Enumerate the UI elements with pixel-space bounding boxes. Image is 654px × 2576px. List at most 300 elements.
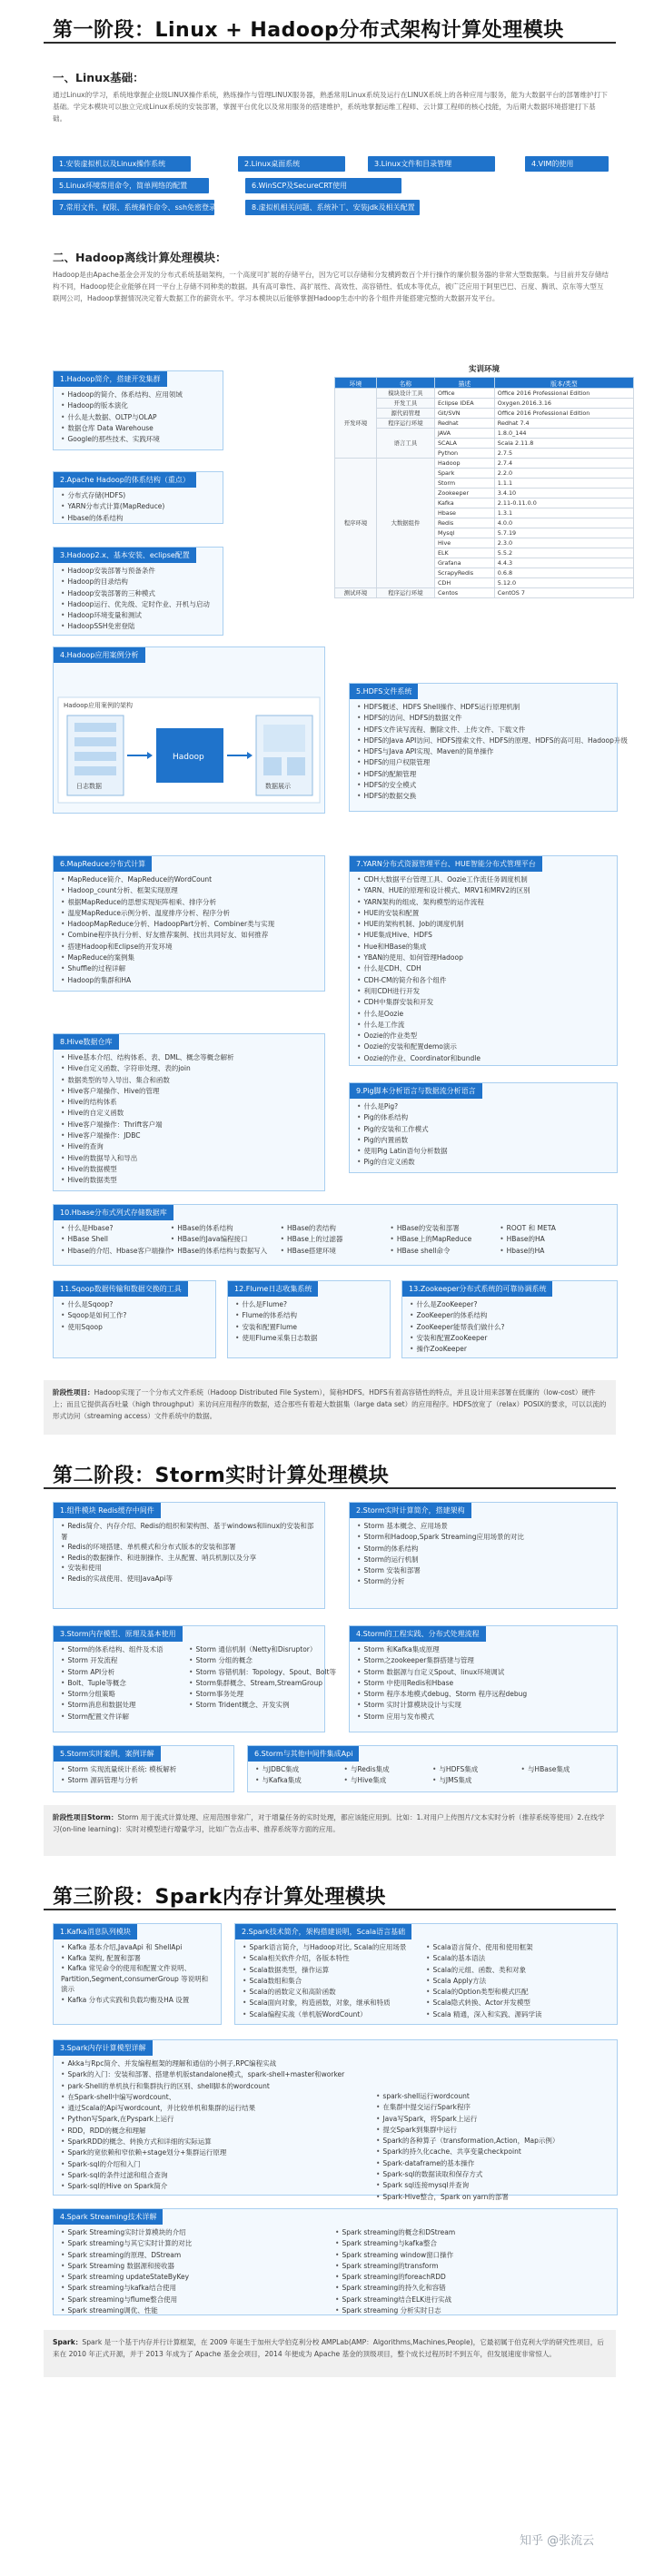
module-item: • Storm Trident概念、开发实例 xyxy=(189,1700,317,1711)
module-item: • Scala的元组、函数、类和对象 xyxy=(426,1965,609,1976)
module-item: • Pig的自定义函数 xyxy=(357,1157,609,1168)
module-item: • Spark streaming的foreachRDD xyxy=(335,2272,609,2283)
module-item: • Hive的结构体系 xyxy=(61,1097,317,1108)
module-storm-engineering-title[interactable]: 4.Storm的工程实践、分布式处理流程 xyxy=(350,1626,486,1642)
module-item: • 什么是ZooKeeper? xyxy=(410,1299,609,1310)
env-table-row xyxy=(335,389,634,399)
module-item: • Spark streaming与kafka结合使用 xyxy=(61,2283,335,2294)
env-table-cell: Zookeeper xyxy=(434,489,494,498)
module-item: • Akka与Rpc简介、并发编程框架的理解和通信的小例子,RPC编程实战 xyxy=(61,2058,376,2069)
module-item: • Storm集群概念、Stream,StreamGroup xyxy=(189,1678,317,1689)
env-table-cell: Kafka xyxy=(434,498,494,508)
module-item: • Scala相关软件介绍，各版本特性 xyxy=(243,1953,426,1964)
env-table-cell: Mysql xyxy=(434,528,494,538)
module-mapreduce-title[interactable]: 6.MapReduce分布式计算 xyxy=(54,856,152,872)
env-table-cell: Grafana xyxy=(434,558,494,568)
module-item: • HDFS的数据交换 xyxy=(357,791,609,802)
module-item: • Hive的查询 xyxy=(61,1141,317,1152)
module-item: • Hadoop环境变量和测试 xyxy=(61,610,215,621)
module-item: • Spark的各种算子（transformation,Action，Map示例） xyxy=(376,2136,609,2147)
env-table-cell: Spark xyxy=(434,469,494,479)
module-item: • YARN架构的组成、架构模型的运作流程 xyxy=(357,897,609,908)
env-table-cell: Python xyxy=(434,449,494,459)
module-item: • 数据仓库 Data Warehouse xyxy=(61,423,215,434)
module-item: • Kafka 基本介绍,JavaApi 和 ShellApi xyxy=(61,1942,213,1953)
module-item: • Scala数组和集合 xyxy=(243,1976,426,1987)
module-item: • Spark Streaming 数据源和接收器 xyxy=(61,2261,335,2272)
stage3-title: 第三阶段：Spark内存计算处理模块 xyxy=(53,1886,386,1909)
module-item-list xyxy=(350,702,628,803)
env-table-cell: Oxygen.2016.3.16 xyxy=(494,399,633,409)
env-table-cell: 源代码管理 xyxy=(376,409,434,419)
module-item: • Storm 中使用Redis和Hbase xyxy=(357,1678,609,1689)
module-item: • 安装和配置Flume xyxy=(235,1322,382,1333)
env-table-cell: Hadoop xyxy=(434,459,494,469)
module-item: • park-Shell的单机执行和集群执行的区别、shell脚本的wordcount xyxy=(61,2081,376,2092)
module-item: • Redis的环境搭建、单机模式和分布式版本的安装和部署 xyxy=(61,1542,317,1553)
diagram-center-label: Hadoop xyxy=(173,753,204,762)
module-item: • Storm的运行机制 xyxy=(357,1554,609,1565)
module-item-list xyxy=(61,1644,189,1722)
module-zookeeper xyxy=(401,1280,618,1358)
module-item: • Spark streaming的原理、DStream xyxy=(61,2250,335,2261)
env-table-cell: Office 2016 Professional Edition xyxy=(494,409,633,419)
module-item: • Storm 源码管理与分析 xyxy=(61,1775,226,1786)
module-item-list xyxy=(350,1521,617,1588)
module-item: • Spark的入门：安装和部署、搭建单机版standalone模式，spark-shell+master和worker xyxy=(61,2069,376,2080)
env-table-cell: 开发环境 xyxy=(335,389,377,459)
module-yarn-hue xyxy=(349,855,618,1066)
module-item: • HBase shell命令 xyxy=(390,1246,500,1257)
module-item-list xyxy=(54,1521,324,1584)
module-item-list xyxy=(350,1644,617,1722)
module-spark-memory xyxy=(53,2039,618,2201)
module-item: • Storm的分析 xyxy=(357,1576,609,1587)
module-item: • Spark streaming调优、性能 xyxy=(61,2305,335,2316)
module-item: • Redis的数据操作、和进制操作、主从配置、哨兵机制以及分享 xyxy=(61,1553,317,1564)
env-table-cell: Redhat xyxy=(434,419,494,429)
module-sqoop-title[interactable]: 11.Sqoop数据传输和数据交换的工具 xyxy=(54,1281,188,1297)
module-spark-memory-columns xyxy=(54,2058,617,2203)
module-item: • Hadoop的简介、体系结构、应用领域 xyxy=(61,390,215,400)
module-storm-engineering xyxy=(349,1625,618,1732)
env-table-cell: CentOS 7 xyxy=(494,588,633,598)
module-item: • 与Redis集成 xyxy=(344,1764,433,1775)
linux-button-3[interactable]: 3.Linux文件和目录管理 xyxy=(368,156,495,172)
module-spark-streaming-title[interactable]: 4.Spark Streaming技术详解 xyxy=(54,2209,163,2225)
module-item: • Storm 分组的概念 xyxy=(189,1655,317,1666)
module-item-list xyxy=(350,1101,617,1169)
module-item: • Scala数据类型，操作运算 xyxy=(243,1965,426,1976)
module-item: • Hive的数据类型 xyxy=(61,1175,317,1186)
module-item: • YARN分布式计算(MapReduce) xyxy=(61,501,215,512)
module-item: • Spark streaming的transform xyxy=(335,2261,609,2272)
module-item: • HBase Shell xyxy=(61,1234,171,1245)
module-storm-case-title[interactable]: 5.Storm实时案例，案例详解 xyxy=(54,1746,161,1762)
module-item: • Kafka 常见命令的使用和配置文件说明、Partition,Segment,consumerGroup 等说明和演示 xyxy=(61,1963,213,1995)
module-item: • HDFS的配额管理 xyxy=(357,769,609,780)
module-item: • CDH-CM的简介和各个组件 xyxy=(357,975,609,986)
module-item: • HBase的HA xyxy=(500,1234,609,1245)
module-item: • Hive客户端操作：Thrift客户端 xyxy=(61,1120,317,1130)
module-item-list xyxy=(61,2227,335,2316)
module-item: • Spark streaming window窗口操作 xyxy=(335,2250,609,2261)
stage2-title: 第二阶段：Storm实时计算处理模块 xyxy=(53,1465,390,1487)
module-item: • 与JMS集成 xyxy=(432,1775,521,1786)
linux-button-1[interactable]: 1.安装虚拟机以及Linux操作系统 xyxy=(53,156,191,172)
module-item: • Hbase的HA xyxy=(500,1246,609,1257)
module-item: • Kafka 架构, 配置和部署 xyxy=(61,1953,213,1964)
env-table-header: 名称 xyxy=(376,378,434,389)
module-item: • Spark-dataframe的基本操作 xyxy=(376,2158,609,2169)
module-item: • 提交Spark到集群中运行 xyxy=(376,2125,609,2136)
env-table-cell: 2.2.0 xyxy=(494,469,633,479)
env-table-cell: SCALA xyxy=(434,439,494,449)
module-item: • 什么是Hbase? xyxy=(61,1223,171,1234)
module-item: • Spark streaming与其它实时计算的对比 xyxy=(61,2238,335,2249)
module-item: • Spark streaming的概念和DStream xyxy=(335,2227,609,2238)
module-item: • Shuffle的过程详解 xyxy=(61,963,317,974)
module-item: • Spark语言简介，与Hadoop对比, Scala的应用场景 xyxy=(243,1942,426,1953)
env-table-header-row xyxy=(335,378,634,389)
module-item: • 数据类型的导入导出、集合和函数 xyxy=(61,1075,317,1086)
module-item: • Hadoop的版本演化 xyxy=(61,400,215,411)
module-item: • 什么是Sqoop? xyxy=(61,1299,208,1310)
stage2-summary xyxy=(44,1805,616,1856)
module-item: • Hue和HBase的集成 xyxy=(357,942,609,952)
module-item: • Storm 实现流量统计系统: 模板解析 xyxy=(61,1764,226,1775)
module-hive-title[interactable]: 8.Hive数据仓库 xyxy=(54,1034,119,1050)
module-item-list xyxy=(189,1644,337,1722)
module-storm-memory-model-columns xyxy=(54,1644,337,1722)
module-redis-title[interactable]: 1.组件模块 Redis缓存中间件 xyxy=(54,1503,161,1518)
module-item: • Spark-sql的介绍和入门 xyxy=(61,2159,376,2170)
module-hadoop-architecture xyxy=(53,471,223,524)
module-item: • Storm 基本概念、应用场景 xyxy=(357,1521,609,1532)
module-item: • Storm 程序本地模式debug、Storm 程序远程debug xyxy=(357,1689,609,1700)
module-item: • 操作ZooKeeper xyxy=(410,1344,609,1355)
module-item: • 温度MapReduce示例分析、温度排序分析、程序分析 xyxy=(61,908,317,919)
env-table-cell: 5.12.0 xyxy=(494,578,633,588)
module-item: • Pig的体系结构 xyxy=(357,1112,609,1123)
diagram-caption: Hadoop应用案例的架构 xyxy=(64,702,134,709)
module-item: • 使用Sqoop xyxy=(61,1322,208,1333)
module-item: • Sqoop是如何工作? xyxy=(61,1310,208,1321)
module-item: • HUE集成Hive、HDFS xyxy=(357,930,609,941)
module-item: • Storm 实时计算模块设计与实现 xyxy=(357,1700,609,1711)
module-item: • CDH中集群安装和开发 xyxy=(357,997,609,1008)
module-item: • Oozie的作业类型 xyxy=(357,1031,609,1041)
module-item: • Spark-sql的数据读取和保存方式 xyxy=(376,2169,609,2180)
env-table-cell: 程序运行环境 xyxy=(376,588,434,598)
module-item-list xyxy=(171,1223,281,1257)
env-table-cell: 程序环境 xyxy=(335,459,377,588)
module-item-list xyxy=(61,1223,171,1257)
module-hadoop-intro xyxy=(53,370,223,450)
module-yarn-hue-title[interactable]: 7.YARN分布式资源管理平台、HUE智能分布式管理平台 xyxy=(350,856,542,872)
env-table-cell: ELK xyxy=(434,548,494,558)
env-table-cell: Scala 2.11.8 xyxy=(494,439,633,449)
module-item: • Storm 安装和部署 xyxy=(357,1565,609,1576)
module-item: • 与JDBC集成 xyxy=(255,1764,344,1775)
module-item: • Spark Streaming实时计算模块的介绍 xyxy=(61,2227,335,2238)
linux-button-5[interactable]: 5.Linux环境常用命令，简单网络的配置 xyxy=(53,178,209,193)
module-item: • Hadoop的集群和HA xyxy=(61,975,317,986)
module-item: • Spark-sql的条件过滤和组合查询 xyxy=(61,2170,376,2181)
module-item: • Hive的数据导入和导出 xyxy=(61,1153,317,1164)
env-table-cell: Centos xyxy=(434,588,494,598)
module-item: • Combine程序执行分析、好友推荐案例、找出共同好友、如何推荐 xyxy=(61,930,317,941)
module-hadoop-install-title[interactable]: 3.Hadoop2.x、基本安装、eclipse配置 xyxy=(54,548,196,563)
module-spark-streaming xyxy=(53,2208,618,2315)
linux-button-2[interactable]: 2.Linux桌面系统 xyxy=(238,156,345,172)
module-item: • ZooKeeper能帮我们做什么? xyxy=(410,1322,609,1333)
diagram-right-label: 数据展示 xyxy=(265,783,291,790)
module-spark-scala xyxy=(234,1923,618,2025)
env-table-row xyxy=(335,459,634,469)
module-item: • Spark streaming 分析实时日志 xyxy=(335,2305,609,2316)
module-item: • YBAN的使用、如何管理Hadoop xyxy=(357,952,609,963)
module-item: • Storm之zookeeper集群搭建与管理 xyxy=(357,1655,609,1666)
linux-heading: 一、Linux基础： xyxy=(53,71,144,84)
module-item-list xyxy=(390,1223,500,1257)
module-storm-integration-grid xyxy=(248,1764,617,1787)
env-table-cell: 3.4.10 xyxy=(494,489,633,498)
module-item-list xyxy=(61,2058,376,2203)
env-table-cell: 2.7.5 xyxy=(494,449,633,459)
module-flume xyxy=(227,1280,391,1358)
stage2-rule xyxy=(44,1487,616,1489)
module-item: • Java写Spark，将Spark上运行 xyxy=(376,2114,609,2125)
module-item: • Scala的函数定义和高阶函数 xyxy=(243,1987,426,1998)
module-item: • HDFS文件读写流程、删除文件、上传文件、下载文件 xyxy=(357,725,609,735)
env-table-row xyxy=(335,409,634,419)
module-item-list xyxy=(54,1299,215,1333)
hadoop-architecture-diagram xyxy=(53,692,325,808)
module-item: • Scala的Option类型和模式匹配 xyxy=(426,1987,609,1998)
module-item: • CDH大数据平台管理工具、Oozie工作流任务调度机制 xyxy=(357,874,609,885)
watermark: 知乎 @张流云 xyxy=(520,2534,595,2548)
module-kafka-title[interactable]: 1.Kafka消息队列模块 xyxy=(54,1924,137,1939)
module-item: • 什么是Oozie xyxy=(357,1009,609,1020)
env-table-header: 描述 xyxy=(434,378,494,389)
diagram-left-label: 日志数据 xyxy=(76,783,102,790)
env-table-title: 实训环境 xyxy=(468,365,500,374)
module-item: • Scala面向对象，构造函数，对象，继承和特质 xyxy=(243,1998,426,2008)
env-table-cell: 2.7.4 xyxy=(494,459,633,469)
linux-button-8[interactable]: 8.虚拟机相关问题、系统补丁、安装jdk及相关配置 xyxy=(245,200,420,215)
module-spark-scala-title[interactable]: 2.Spark技术简介，架构搭建说明，Scala语言基础 xyxy=(235,1924,411,1939)
env-table-cell: Redhat 7.4 xyxy=(494,419,633,429)
module-storm-integration xyxy=(247,1745,618,1792)
module-item: • 安装和配置ZooKeeper xyxy=(410,1333,609,1344)
module-item: • MapReduce简介、MapReduce的WordCount xyxy=(61,874,317,885)
module-item-list xyxy=(402,1299,617,1355)
module-item: • Hive的数据模型 xyxy=(61,1164,317,1175)
module-item: • Pig的内置函数 xyxy=(357,1135,609,1146)
module-item-list xyxy=(335,2227,609,2316)
module-storm-memory-model xyxy=(53,1625,337,1732)
env-table-cell: JAVA xyxy=(434,429,494,439)
env-table-cell: Office 2016 Professional Edition xyxy=(494,389,633,399)
env-table-header: 版本/类型 xyxy=(494,378,633,389)
module-item: • 什么是大数据、OLTP与OLAP xyxy=(61,412,215,423)
module-kafka-list xyxy=(54,1942,221,2005)
module-sqoop xyxy=(53,1280,216,1358)
module-item: • Spark streaming与kafka整合 xyxy=(335,2238,609,2249)
hadoop-heading: 二、Hadoop离线计算处理模块： xyxy=(53,251,227,264)
linux-button-7[interactable]: 7.常用文件、权限、系统操作命令、ssh免密登录 xyxy=(53,200,214,215)
module-item: • 与Kafka集成 xyxy=(255,1775,344,1786)
env-table-cell: 2.3.0 xyxy=(494,538,633,548)
module-item: • 根据MapReduce的思想实现矩阵相乘、排序分析 xyxy=(61,897,317,908)
module-item: • Hbase的介绍、Hbase客户端操作 xyxy=(61,1246,171,1257)
module-storm-case xyxy=(53,1745,234,1792)
module-item-list xyxy=(350,874,617,1064)
module-hbase-columns xyxy=(54,1223,617,1257)
env-table-cell: 2.11-0.11.0.0 xyxy=(494,498,633,508)
module-item: • Spark streaming的持久化和容错 xyxy=(335,2283,609,2294)
linux-button-4[interactable]: 4.VIM的使用 xyxy=(525,156,609,172)
module-item: • Oozie的作业、Coordinator和bundle xyxy=(357,1053,609,1064)
stage3-summary-label: Spark： xyxy=(53,2338,83,2346)
module-item: • Hadoop_count分析、框架实现原理 xyxy=(61,885,317,896)
module-item: • Scala 精通，深入和实践、源码学读 xyxy=(426,2009,609,2020)
env-table-body xyxy=(335,389,634,598)
module-item: • Scala隐式转换、Actor并发模型 xyxy=(426,1998,609,2008)
module-item: • Storm和Hadoop,Spark Streaming应用场景的对比 xyxy=(357,1532,609,1543)
module-item: • 搭建Hadoop和Eclipse的开发环境 xyxy=(61,942,317,952)
module-hadoop-install xyxy=(53,547,223,636)
module-spark-memory-title[interactable]: 3.Spark内存计算模型详解 xyxy=(54,2040,153,2056)
module-item: • HBase的表结构 xyxy=(281,1223,391,1234)
module-item: • HDFS的Java API访问、HDFS搜索文件、HDFS的原理、HDFS的高可用、Hadoop升级 xyxy=(357,735,609,746)
module-item: • Spark-Hive整合，Spark on yarn的部署 xyxy=(376,2192,609,2203)
stage3-rule xyxy=(44,1909,616,1910)
module-storm-intro-title[interactable]: 2.Storm实时计算简介，搭建架构 xyxy=(350,1503,471,1518)
module-item: • Spark streaming结合ELK进行实战 xyxy=(335,2295,609,2305)
module-flume-title[interactable]: 12.Flume日志收集系统 xyxy=(228,1281,318,1297)
module-spark-scala-columns xyxy=(235,1942,617,2020)
module-pig-title[interactable]: 9.Pig脚本分析语言与数据流分析语言 xyxy=(350,1083,482,1099)
env-table-cell: 4.4.3 xyxy=(494,558,633,568)
module-item: • 与HBase集成 xyxy=(521,1764,610,1775)
module-hadoop-intro-title[interactable]: 1.Hadoop简介，搭建开发集群 xyxy=(54,371,167,387)
env-table-cell: Redis xyxy=(434,518,494,528)
module-storm-intro xyxy=(349,1502,618,1609)
module-hadoop-case-title[interactable]: 4.Hadoop应用案例分析 xyxy=(54,647,145,663)
stage1-title: 第一阶段：Linux + Hadoop分布式架构计算处理模块 xyxy=(53,19,564,42)
module-item: • HDFS的访问、HDFS的数据文件 xyxy=(357,713,609,724)
module-item: • Storm 通信机制（Netty和Disruptor） xyxy=(189,1644,317,1655)
module-hive xyxy=(53,1033,325,1191)
stage1-summary-label: 阶段性项目： xyxy=(53,1388,94,1397)
module-storm-memory-model-title[interactable]: 3.Storm内存模型、原理及基本使用 xyxy=(54,1626,183,1642)
module-item: • spark-shell运行wordcount xyxy=(376,2091,609,2102)
module-item: • Hadoop安装部署与预备条件 xyxy=(61,566,215,577)
env-table-cell: ScrapyRedis xyxy=(434,568,494,578)
module-item-list xyxy=(54,490,223,524)
module-spark-streaming-columns xyxy=(54,2227,617,2316)
module-item: • Hive客户端操作：JDBC xyxy=(61,1130,317,1141)
module-item: • HDFS的用户权限管理 xyxy=(357,757,609,768)
module-item: • Redis的实战使用、使用JavaApi等 xyxy=(61,1574,317,1584)
module-item: • Hadoop运行、优先级、定时作业、开机与启动 xyxy=(61,599,215,610)
module-item: • Storm 容错机制：Topology、Spout、Bolt等 xyxy=(189,1667,317,1678)
env-table-cell: CDH xyxy=(434,578,494,588)
module-item: • Flume的体系结构 xyxy=(235,1310,382,1321)
module-item-list xyxy=(243,1942,426,2020)
module-item-list xyxy=(376,2058,609,2203)
module-item: • Redis简介、内存介绍、Redis的组织和架构图、基于windows和linux的安装和部署 xyxy=(61,1521,317,1542)
linux-button-6[interactable]: 6.WinSCP及SecureCRT使用 xyxy=(245,178,401,193)
env-table-row xyxy=(335,429,634,439)
env-table-cell: 测试环境 xyxy=(335,588,377,598)
module-hbase-title[interactable]: 10.Hbase分布式列式存储数据库 xyxy=(54,1205,173,1220)
module-item: • Hadoop安装部署的三种模式 xyxy=(61,588,215,599)
module-hdfs-title[interactable]: 5.HDFS文件系统 xyxy=(350,684,418,699)
module-item: • Storm 开发流程 xyxy=(61,1655,189,1666)
module-item: • Pig的安装和工作模式 xyxy=(357,1124,609,1135)
env-table-cell: Eclipse IDEA xyxy=(434,399,494,409)
module-item: • Spark sql连接mysql并查询 xyxy=(376,2180,609,2191)
env-table-cell: 模块设计工具 xyxy=(376,389,434,399)
module-item: • Kafka 分布式实践和负载均衡及HA 设置 xyxy=(61,1995,213,2006)
module-item: • Spark的宽依赖和窄依赖+stage划分+集群运行原理 xyxy=(61,2147,376,2158)
linux-intro: 通过Linux的学习，系统地掌握企业级LINUX操作系统，熟练操作与管理LINUX服务器，熟悉常用Linux系统及运行在LINUX系统上的各种应用与服务，能为大数据平台的部署维护打下基础。学完本模块可以独立完成Linux系统的安装部署，掌握平台优化以及常用服务的搭建维护，系统地掌握运维工程师、云计算工程师的核心技能，为后期大数据环境搭建打下基础。 xyxy=(53,91,608,123)
module-item: • HadoopSSH免密登陆 xyxy=(61,621,215,632)
module-item-list xyxy=(54,1052,324,1187)
module-item: • Hive客户端操作、Hive的管理 xyxy=(61,1086,317,1097)
env-table-cell: 1.3.1 xyxy=(494,508,633,518)
module-hbase xyxy=(53,1204,618,1266)
module-kafka xyxy=(53,1923,222,2025)
module-item: • HDFS概述、HDFS Shell操作、HDFS运行原理机制 xyxy=(357,702,609,713)
stage3-summary-text: Spark 是一个基于内存并行计算框架，在 2009 年诞生于加州大学伯克利分校 AMPLab(AMP：Algorithms,Machines,People)，它最初属于伯克利大学的研究性项目，后来在 2010 年正式开源，并于 2013 年成为了 Apache 基金会项目，2014 年便成为 Apache 基金的顶级项目，整个成长过程历时不到五年，但发展速度非常惊人。 xyxy=(53,2338,604,2358)
module-storm-integration-title[interactable]: 6.Storm与其他中间件集成Api xyxy=(248,1746,359,1762)
module-item: • ROOT 和 META xyxy=(500,1223,609,1234)
module-zookeeper-title[interactable]: 13.Zookeeper分布式系统的可靠协调系统 xyxy=(402,1281,552,1297)
env-table-cell: 1.1.1 xyxy=(494,479,633,489)
stage3-summary xyxy=(44,2330,616,2377)
env-table-cell: 1.8.0_144 xyxy=(494,429,633,439)
module-item-list xyxy=(54,1764,233,1787)
module-item: • Bolt、Tuple等概念 xyxy=(61,1678,189,1689)
module-item: • HBase的体系结构 xyxy=(171,1223,281,1234)
stage1-summary-text: Hadoop实现了一个分布式文件系统（Hadoop Distributed File System），简称HDFS。HDFS有着高容错性的特点，并且设计用来部署在低廉的（low-cost）硬件上；而且它提供高吞吐量（high throughput）来访问应用程序的数据，适合那些有着超大数据集（large data set）的应用程序。HDFS放宽了（relax）POSIX的要求，可以以流的形式访问（streaming access）文件系统中的数据。 xyxy=(53,1388,607,1420)
module-item: • 安装和使用 xyxy=(61,1563,317,1574)
module-item: • HBase上的过滤器 xyxy=(281,1234,391,1245)
module-item: • HBase上的MapReduce xyxy=(390,1234,500,1245)
module-item-list xyxy=(54,390,223,445)
module-item: • Storm 和Kafka集成原理 xyxy=(357,1644,609,1655)
env-table-row xyxy=(335,399,634,409)
module-item: • 在Spark-shell中编写wordcount、 xyxy=(61,2092,376,2103)
module-item: • HUE的架构机制、Job的调度机制 xyxy=(357,919,609,930)
module-item: • Hive自定义函数、字符串处理、表的join xyxy=(61,1063,317,1074)
module-item: • 什么是CDH、CDH xyxy=(357,963,609,974)
module-hadoop-architecture-title[interactable]: 2.Apache Hadoop的体系结构（重点） xyxy=(54,472,196,488)
module-item: • Google的那些技术、实践环境 xyxy=(61,434,215,445)
module-item: • Storm的体系结构、组件及术语 xyxy=(61,1644,189,1655)
env-table-cell: 5.5.2 xyxy=(494,548,633,558)
env-table-cell: Git/SVN xyxy=(434,409,494,419)
module-item: • ZooKeeper的体系结构 xyxy=(410,1310,609,1321)
module-item: • Spark streaming updateStateByKey xyxy=(61,2272,335,2283)
module-item: • Spark streaming与flume整合使用 xyxy=(61,2295,335,2305)
module-item-list xyxy=(54,566,223,633)
module-item: • SparkRDD的概念、转换方式和详细的实际运算 xyxy=(61,2137,376,2147)
